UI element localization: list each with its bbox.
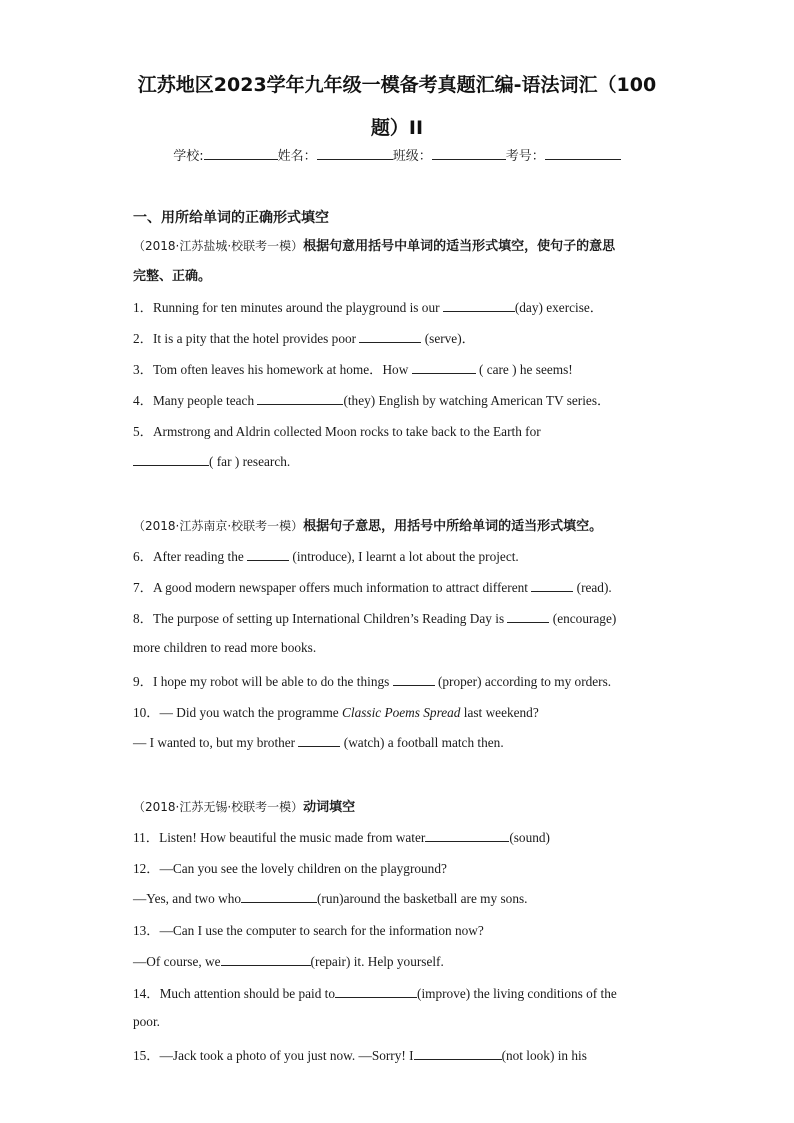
question-8-cont: more children to read more books.	[133, 640, 317, 655]
group2-source: （2018·江苏南京·校联考一模）	[133, 519, 304, 533]
question-11: 11．Listen! How beautiful the music made from water (sound)	[133, 830, 550, 845]
answer-blank-9[interactable]	[393, 672, 435, 686]
class-label: 班级：	[392, 149, 432, 164]
answer-blank-10[interactable]	[298, 733, 340, 747]
page-title-line-1: 江苏地区2023学年九年级一模备考真题汇编-语法词汇（100	[137, 74, 657, 96]
question-2: 2．It is a pity that the hotel provides poor (serve)．	[133, 331, 475, 346]
answer-blank-8[interactable]	[507, 609, 549, 623]
question-13-answer: —Of course, we (repair) it. Help yourself.	[133, 954, 444, 969]
answer-blank-14[interactable]	[335, 984, 417, 998]
group2-instruction: （2018·江苏南京·校联考一模）根据句子意思，用括号中所给单词的适当形式填空。	[133, 519, 603, 534]
page-title-line-2: 题）II	[370, 117, 424, 139]
question-5-cont: ( far ) research.	[133, 452, 290, 470]
question-3: 3．Tom often leaves his homework at home．How ( care ) he seems!	[133, 362, 573, 377]
class-field[interactable]	[432, 145, 506, 160]
group1-instruction-cont: 完整、正确。	[133, 269, 212, 284]
answer-blank-7[interactable]	[531, 578, 573, 592]
group1-source: （2018·江苏盐城·校联考一模）	[133, 239, 304, 253]
answer-blank-12[interactable]	[241, 889, 317, 903]
question-10-answer: — I wanted to, but my brother (watch) a football match then.	[133, 735, 504, 750]
question-7: 7．A good modern newspaper offers much information to attract different (read).	[133, 580, 612, 595]
answer-blank-13[interactable]	[221, 952, 311, 966]
answer-blank-5[interactable]	[133, 452, 209, 466]
question-6: 6．After reading the (introduce), I learnt a lot about the project.	[133, 549, 519, 564]
question-10: 10．— Did you watch the programme Classic Poems Spread last weekend?	[133, 705, 539, 720]
answer-blank-11[interactable]	[425, 828, 509, 842]
answer-blank-3[interactable]	[412, 360, 476, 374]
answer-blank-4[interactable]	[257, 391, 343, 405]
school-field[interactable]	[204, 145, 278, 160]
question-14-cont: poor.	[133, 1014, 160, 1029]
answer-blank-6[interactable]	[247, 547, 289, 561]
name-label: 姓名：	[277, 149, 317, 164]
question-12-answer: —Yes, and two who (run)around the basketball are my sons.	[133, 891, 528, 906]
question-13: 13．—Can I use the computer to search for the information now?	[133, 923, 484, 938]
group1-instruction: （2018·江苏盐城·校联考一模）根据句意用括号中单词的适当形式填空，使句子的意思	[133, 239, 616, 254]
group3-source: （2018·江苏无锡·校联考一模）	[133, 800, 304, 814]
exam-number-label: 考号：	[505, 149, 545, 164]
group3-instruction: （2018·江苏无锡·校联考一模）动词填空	[133, 800, 356, 815]
name-field[interactable]	[317, 145, 393, 160]
answer-blank-1[interactable]	[443, 298, 515, 312]
question-14: 14．Much attention should be paid to (improve) the living conditions of the	[133, 986, 617, 1001]
question-4: 4．Many people teach (they) English by watching American TV series．	[133, 393, 611, 408]
answer-blank-15[interactable]	[414, 1046, 502, 1060]
student-info-row	[0, 145, 794, 164]
exam-number-field[interactable]	[545, 145, 621, 160]
question-15: 15．—Jack took a photo of you just now. —Sorry! I (not look) in his	[133, 1048, 587, 1063]
question-1: 1．Running for ten minutes around the playground is our (day) exercise．	[133, 300, 604, 315]
school-label: 学校:	[173, 149, 204, 164]
question-9: 9．I hope my robot will be able to do the things (proper) according to my orders.	[133, 674, 612, 689]
programme-title: Classic Poems Spread	[342, 705, 461, 720]
question-5: 5．Armstrong and Aldrin collected Moon rocks to take back to the Earth for	[133, 424, 541, 439]
question-8: 8．The purpose of setting up International Children’s Reading Day is (encourage)	[133, 611, 617, 626]
answer-blank-2[interactable]	[359, 329, 421, 343]
section-heading: 一、用所给单词的正确形式填空	[133, 210, 329, 226]
question-12: 12．—Can you see the lovely children on the playground?	[133, 861, 447, 876]
